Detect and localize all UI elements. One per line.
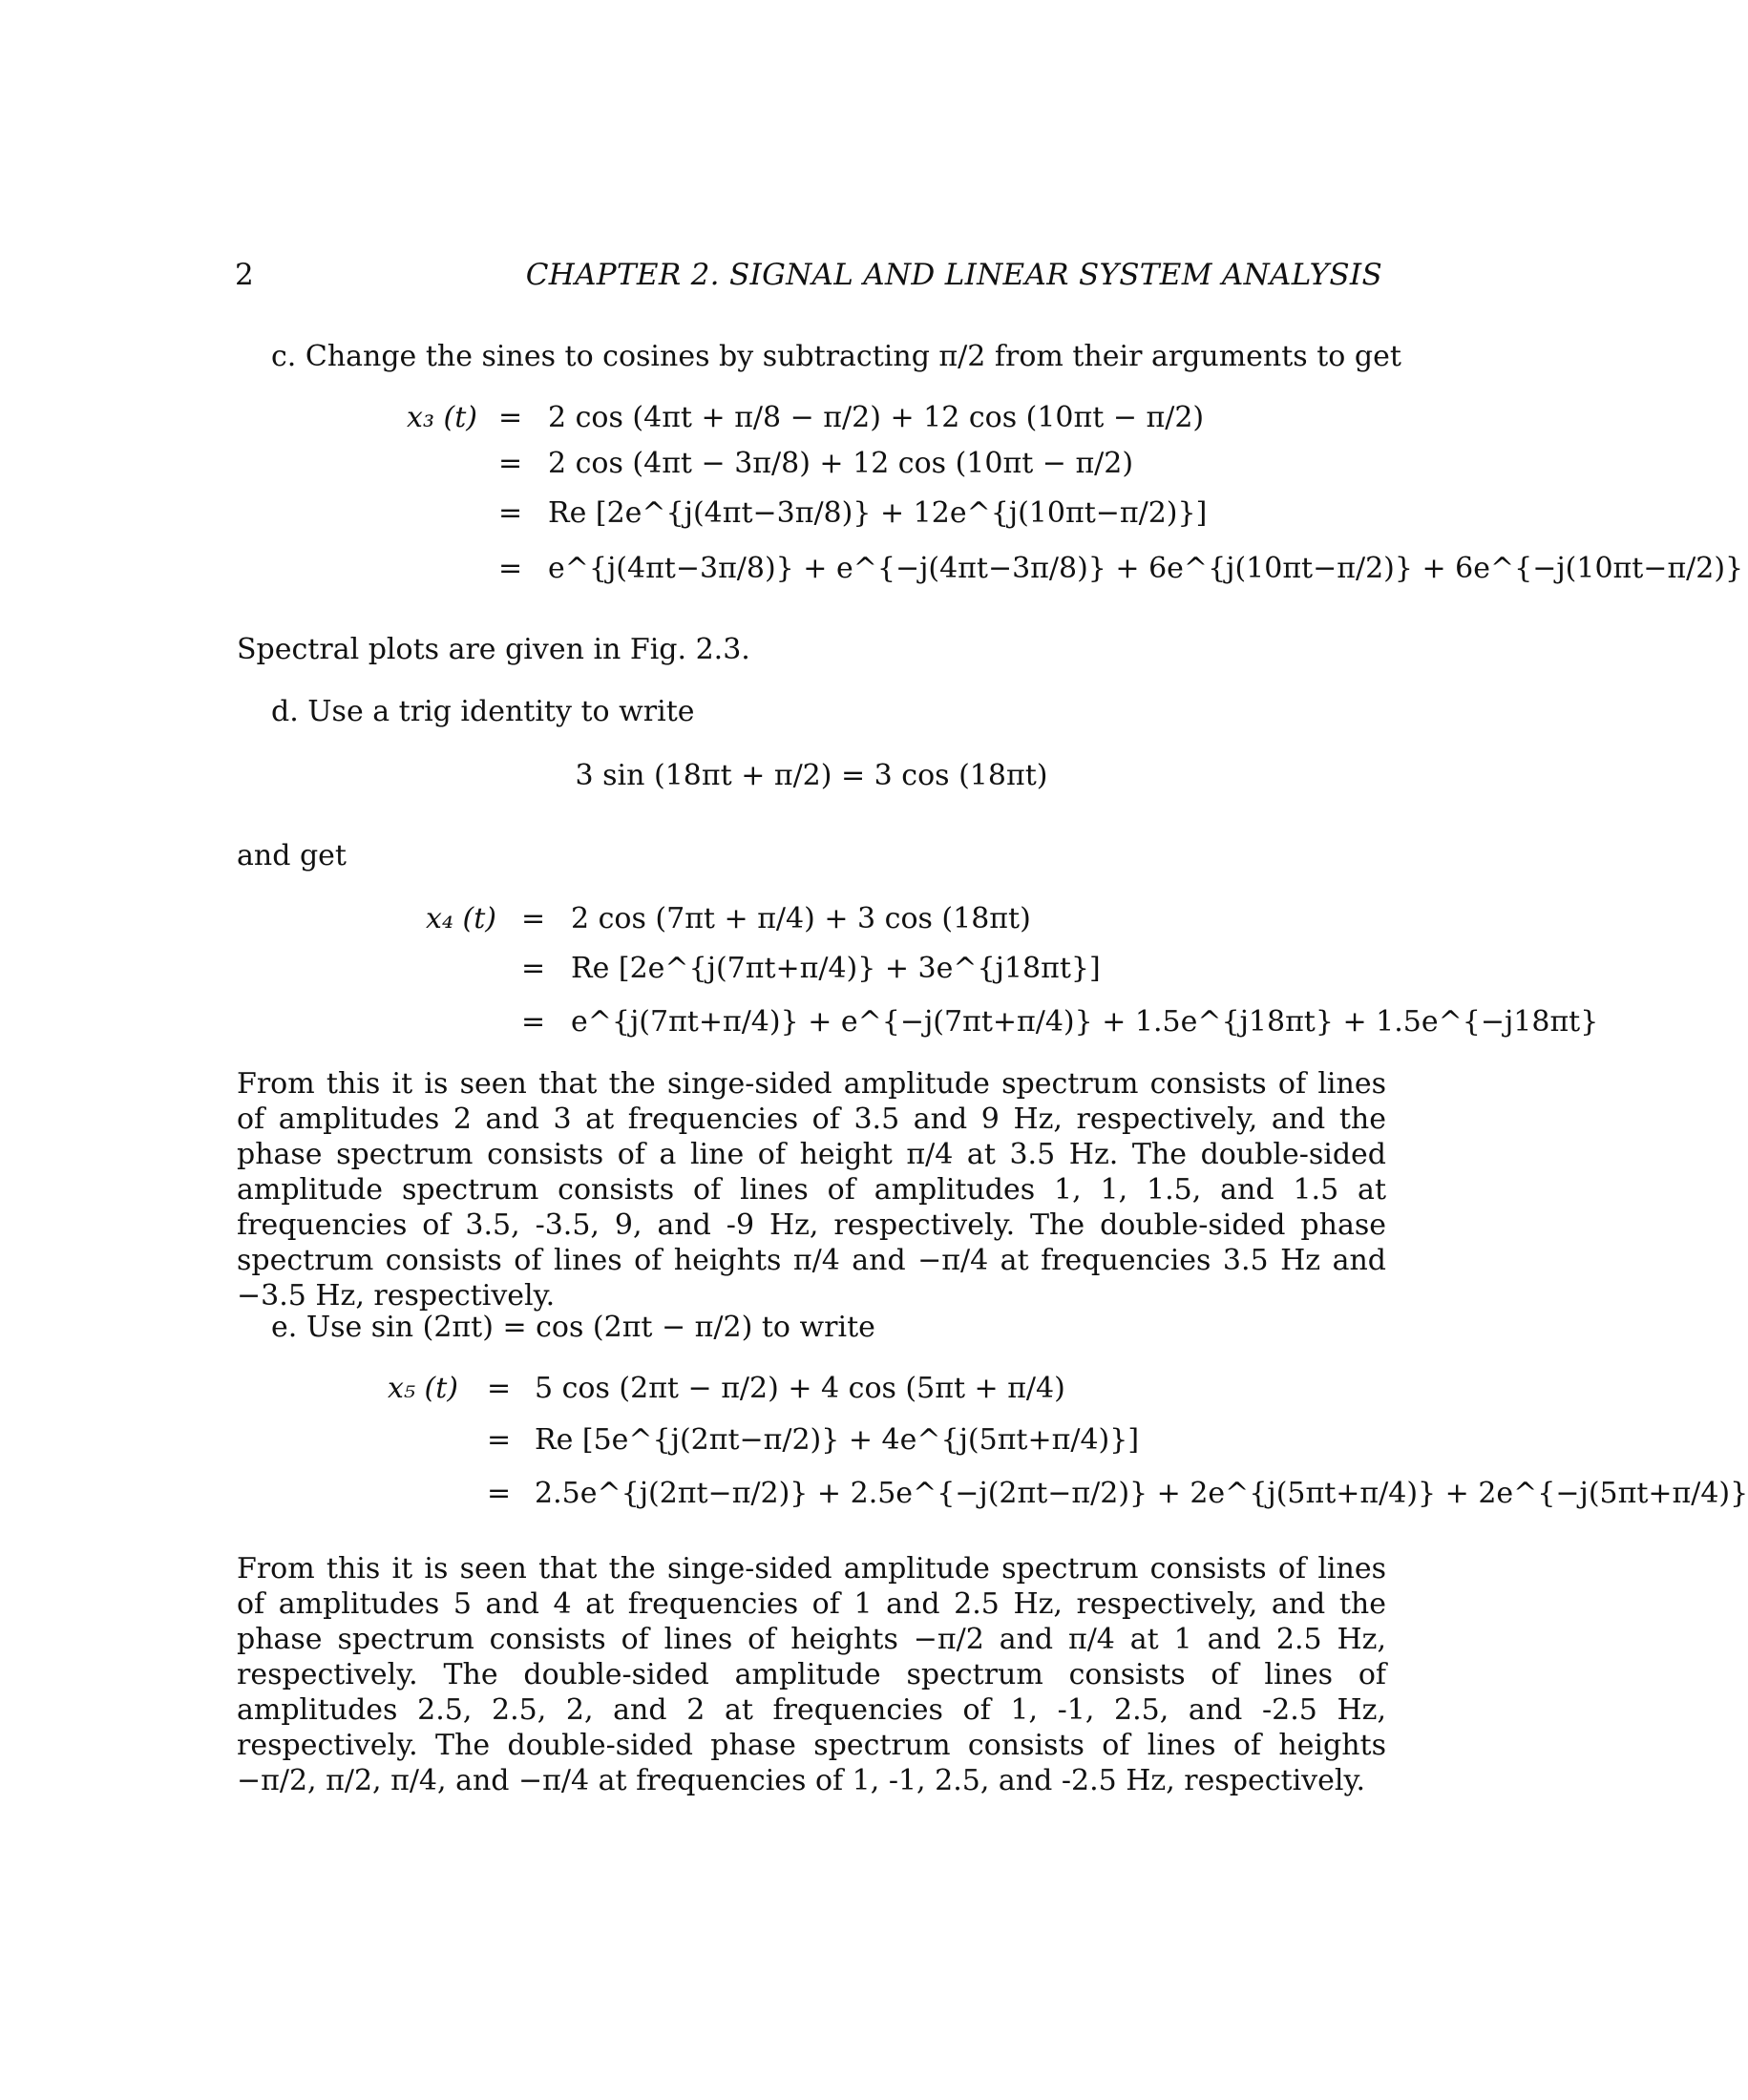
x5-lhs: x₅ (t)	[388, 1372, 458, 1405]
x4-lhs: x₄ (t)	[426, 902, 496, 935]
x4-line-3: e^{j(7πt+π/4)} + e^{−j(7πt+π/4)} + 1.5e^{j18πt} + 1.5e^{−j18πt}	[571, 1005, 1599, 1039]
part-d-intro: d. Use a trig identity to write	[271, 695, 695, 728]
part-e-intro: e. Use sin (2πt) = cos (2πt − π/2) to write	[271, 1311, 875, 1344]
trig-identity: 3 sin (18πt + π/2) = 3 cos (18πt)	[575, 759, 1048, 792]
x4-line-1: 2 cos (7πt + π/4) + 3 cos (18πt)	[571, 902, 1031, 935]
x5-line-3: 2.5e^{j(2πt−π/2)} + 2.5e^{−j(2πt−π/2)} + 2e^{j(5πt+π/4)} + 2e^{−j(5πt+π/4)}	[535, 1477, 1748, 1510]
x3-line-1: 2 cos (4πt + π/8 − π/2) + 12 cos (10πt − π/2)	[548, 401, 1205, 434]
x5-line-2: Re [5e^{j(2πt−π/2)} + 4e^{j(5πt+π/4)}]	[535, 1423, 1140, 1457]
equals-sign: =	[487, 1372, 512, 1405]
equals-sign: =	[487, 1423, 512, 1457]
x5-line-1: 5 cos (2πt − π/2) + 4 cos (5πt + π/4)	[535, 1372, 1065, 1405]
and-get: and get	[237, 839, 347, 872]
equals-sign: =	[487, 1477, 512, 1510]
equals-sign: =	[521, 952, 546, 985]
x3-lhs: x₃ (t)	[407, 401, 477, 434]
page-number: 2	[235, 258, 254, 292]
equals-sign: =	[521, 902, 546, 935]
x3-line-4: e^{j(4πt−3π/8)} + e^{−j(4πt−3π/8)} + 6e^{j(10πt−π/2)} + 6e^{−j(10πt−π/2)}	[548, 552, 1744, 585]
part-d-paragraph: From this it is seen that the singe-sided amplitude spectrum consists of lines of amplitudes 2 and 3 at frequencies of 3.5 and 9 Hz, respectively, and the phase spectrum consists of a line of height π/4 at 3.5 Hz. The double-sided amplitude spectrum consists of lines of amplitudes 1, 1, 1.5, and 1.5 at frequencies of 3.5, -3.5, 9, and -9 Hz, respectively. The double-sided phase spectrum consists of lines of heights π/4 and −π/4 at frequencies 3.5 Hz and −3.5 Hz, respectively.	[237, 1067, 1386, 1312]
equals-sign: =	[498, 552, 523, 585]
running-header: CHAPTER 2. SIGNAL AND LINEAR SYSTEM ANALYSIS	[525, 258, 1382, 292]
spectral-plots-note: Spectral plots are given in Fig. 2.3.	[237, 633, 750, 666]
part-e-paragraph: From this it is seen that the singe-sided amplitude spectrum consists of lines of amplitudes 5 and 4 at frequencies of 1 and 2.5 Hz, respectively, and the phase spectrum consists of lines of heights −π/2 and π/4 at 1 and 2.5 Hz, respectively. The double-sided amplitude spectrum consists of lines of amplitudes 2.5, 2.5, 2, and 2 at frequencies of 1, -1, 2.5, and -2.5 Hz, respectively. The double-sided phase spectrum consists of lines of heights −π/2, π/2, π/4, and −π/4 at frequencies of 1, -1, 2.5, and -2.5 Hz, respectively.	[237, 1552, 1386, 1797]
x3-line-3: Re [2e^{j(4πt−3π/8)} + 12e^{j(10πt−π/2)}]	[548, 496, 1208, 530]
equals-sign: =	[498, 447, 523, 480]
equals-sign: =	[498, 496, 523, 530]
equals-sign: =	[521, 1005, 546, 1039]
equals-sign: =	[498, 401, 523, 434]
x3-line-2: 2 cos (4πt − 3π/8) + 12 cos (10πt − π/2)	[548, 447, 1134, 480]
x4-line-2: Re [2e^{j(7πt+π/4)} + 3e^{j18πt}]	[571, 952, 1101, 985]
part-c-intro: c. Change the sines to cosines by subtracting π/2 from their arguments to get	[271, 340, 1401, 373]
